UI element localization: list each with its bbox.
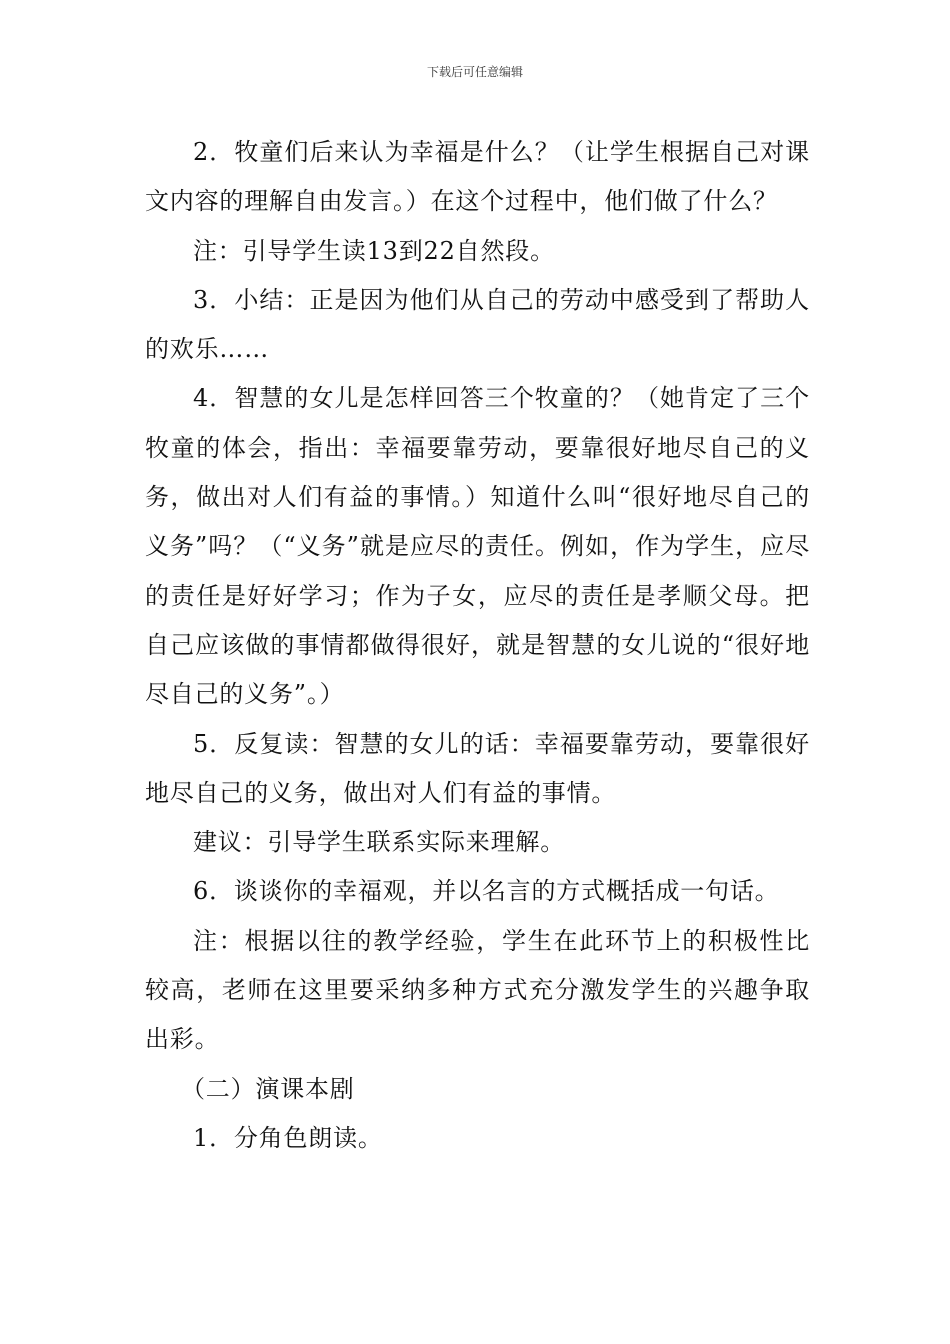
paragraph-summary-3: 3．小结：正是因为他们从自己的劳动中感受到了帮助人的欢乐……: [145, 285, 810, 364]
paragraph-item-1: 1．分角色朗读。: [193, 1123, 383, 1152]
paragraph-suggestion: 建议：引导学生联系实际来理解。: [193, 828, 565, 857]
paragraph-note-2: 注：根据以往的教学经验，学生在此环节上的积极性比较高，老师在这里要采纳多种方式充分激发学生的兴趣争取出彩。: [145, 926, 810, 1054]
document-body: [145, 128, 810, 1163]
paragraph-question-2: 2．牧童们后来认为幸福是什么？（让学生根据自己对课文内容的理解自由发言。）在这个过程中，他们做了什么？: [145, 138, 810, 216]
paragraph-question-6: 6．谈谈你的幸福观，并以名言的方式概括成一句话。: [193, 877, 780, 906]
paragraph-reading-5: 5．反复读：智慧的女儿的话：幸福要靠劳动，要靠很好地尽自己的义务，做出对人们有益的事情。: [145, 729, 810, 807]
paragraph-note-1: 注：引导学生读13到22自然段。: [193, 236, 555, 265]
page-header: 下载后可任意编辑: [426, 65, 523, 79]
paragraph-question-4: 4．智慧的女儿是怎样回答三个牧童的？（她肯定了三个牧童的体会，指出：幸福要靠劳动，要靠很好地尽自己的义务，做出对人们有益的事情。）知道什么叫“很好地尽自己的义务”吗？（“义务”就是应尽的责任。例如，作为学生，应尽的责任是好好学习；作为子女，应尽的责任是孝顺父母。把自己应该做的事情都做得很好，就是智慧的女儿说的“很好地尽自己的义务”。）: [145, 384, 810, 709]
section-heading-2: （二）演课本剧: [181, 1074, 355, 1103]
